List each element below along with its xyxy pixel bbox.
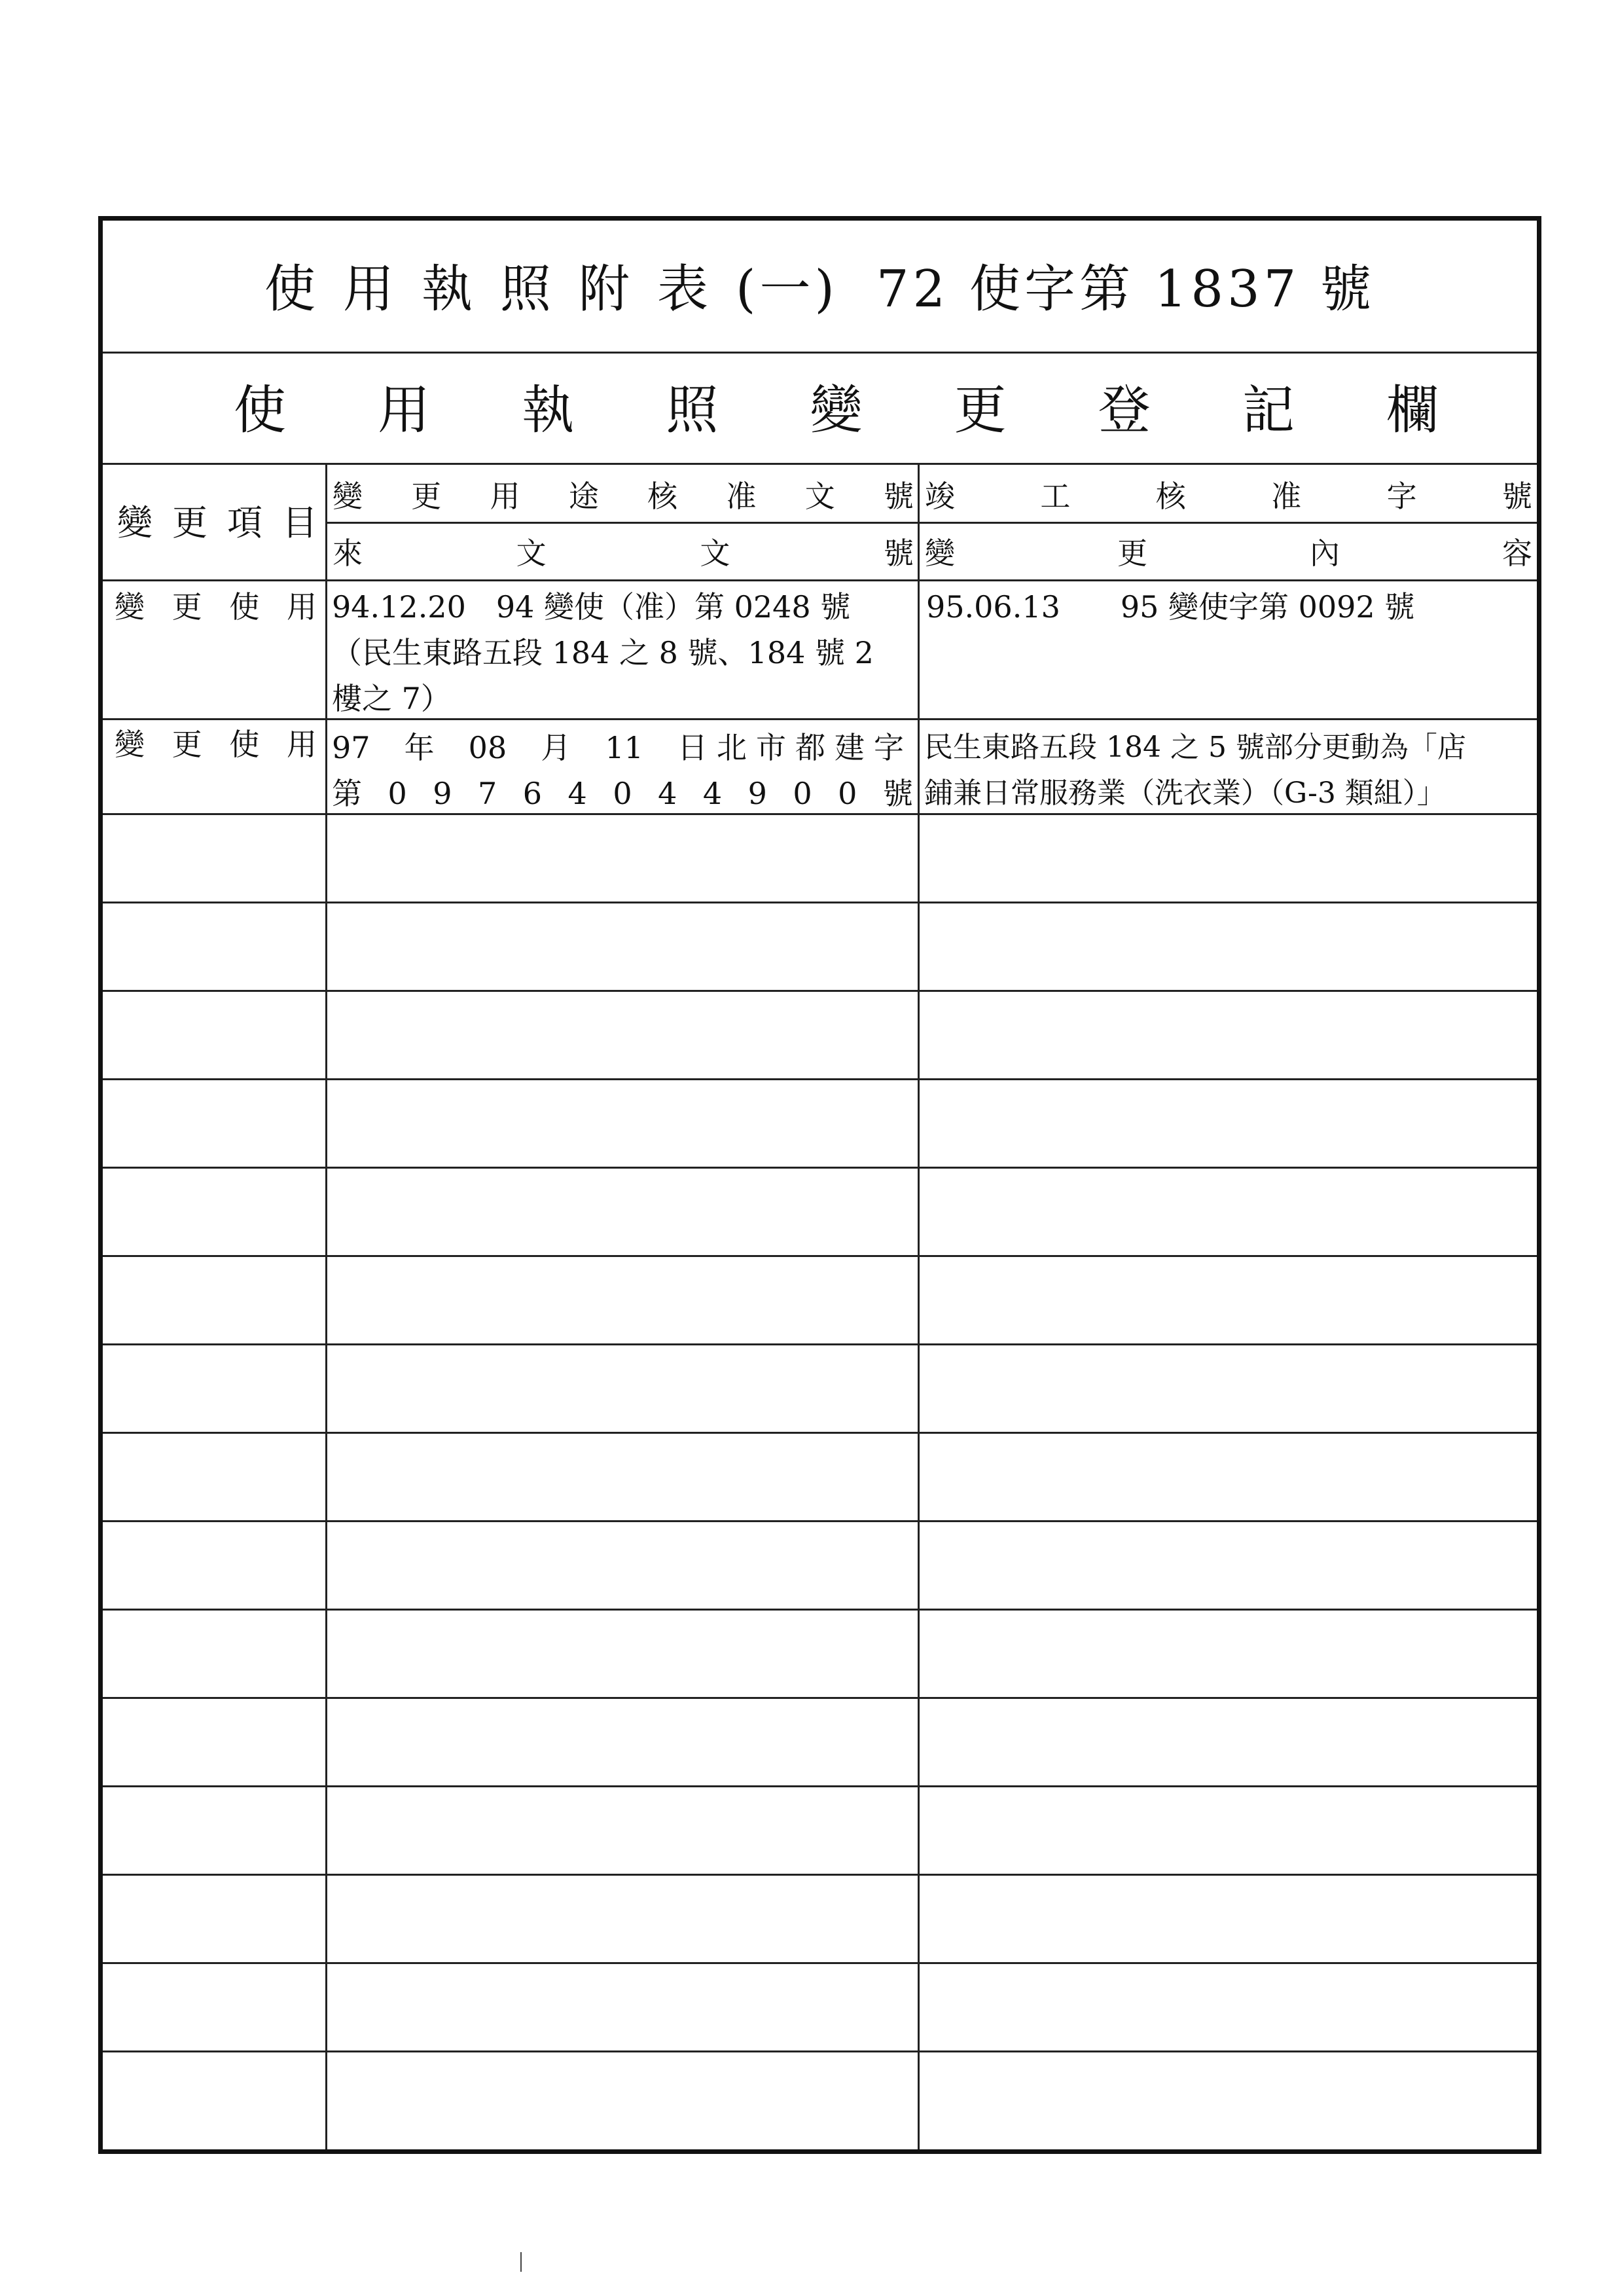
empty-row-line bbox=[103, 1785, 1537, 1787]
header-char: 竣 bbox=[925, 478, 955, 514]
empty-row-line bbox=[103, 1255, 1537, 1257]
section-title-char: 執 bbox=[522, 380, 575, 441]
empty-row-line bbox=[103, 1962, 1537, 1964]
empty-row-line bbox=[103, 990, 1537, 992]
doc-token: 6 bbox=[522, 776, 543, 811]
empty-row-line bbox=[103, 1343, 1537, 1345]
section-title-char: 登 bbox=[1098, 380, 1151, 441]
empty-row-line bbox=[103, 1697, 1537, 1699]
header-char: 核 bbox=[647, 478, 678, 514]
empty-row-line bbox=[103, 1078, 1537, 1080]
doc-token: 號 bbox=[882, 776, 913, 811]
empty-row-line bbox=[103, 2050, 1537, 2052]
header-char: 容 bbox=[1502, 535, 1532, 571]
empty-row-line bbox=[103, 1609, 1537, 1611]
doc-token: 9 bbox=[747, 776, 767, 811]
header-char: 內 bbox=[1310, 535, 1340, 571]
header-char: 更 bbox=[1117, 535, 1147, 571]
header-char: 號 bbox=[1501, 478, 1532, 514]
doc-token: 第 bbox=[332, 776, 362, 811]
column-divider bbox=[325, 463, 327, 2149]
doc-token: 9 bbox=[433, 776, 452, 811]
divider bbox=[103, 718, 1537, 720]
title-char: 照 bbox=[499, 259, 555, 319]
header-char: 核 bbox=[1155, 478, 1186, 514]
item-char: 使 bbox=[229, 727, 260, 762]
doc-token: 日北市都建字 bbox=[677, 730, 913, 765]
content-line: 民生東路五段 184 之 5 號部分更動為「店 bbox=[924, 731, 1466, 764]
doc-token: 7 bbox=[478, 776, 497, 811]
header-char: 更 bbox=[411, 478, 442, 514]
doc-line: （民生東路五段 184 之 8 號、184 號 2 bbox=[332, 635, 874, 670]
scan-mark bbox=[520, 2252, 522, 2272]
item-char: 用 bbox=[286, 727, 317, 762]
doc-token: 4 bbox=[658, 776, 677, 811]
header-char: 准 bbox=[1271, 478, 1302, 514]
header-char: 文 bbox=[804, 478, 835, 514]
header-char: 來 bbox=[333, 535, 363, 571]
header-completion-no bbox=[921, 466, 1536, 522]
row1-doc-no bbox=[332, 584, 914, 721]
doc-token: 0 bbox=[838, 776, 857, 811]
title-char: 執 bbox=[421, 259, 476, 319]
section-title-char: 欄 bbox=[1386, 380, 1439, 441]
header-char: 字 bbox=[1386, 478, 1417, 514]
row2-item bbox=[109, 721, 322, 767]
section-title bbox=[103, 352, 1537, 460]
title-char: 用 bbox=[342, 259, 398, 319]
form-title bbox=[103, 221, 1537, 348]
column-divider bbox=[918, 463, 920, 2149]
header-char: 文 bbox=[700, 535, 730, 571]
header-char: 變 bbox=[333, 478, 363, 514]
permit-number: 72 使字第 1837 號 bbox=[876, 259, 1376, 319]
title-char: 使 bbox=[264, 259, 319, 319]
doc-token: 08 bbox=[468, 730, 507, 765]
divider bbox=[103, 579, 1537, 581]
row1-item bbox=[109, 584, 322, 630]
header-approval-doc-no bbox=[329, 466, 918, 522]
header-change-content bbox=[921, 523, 1536, 579]
content-line: 95.06.13 95 變使字第 0092 號 bbox=[926, 589, 1415, 625]
doc-token: 11 bbox=[605, 730, 643, 765]
header-char: 更 bbox=[172, 502, 207, 543]
item-char: 用 bbox=[286, 589, 317, 625]
empty-row-line bbox=[103, 1432, 1537, 1434]
header-char: 目 bbox=[282, 502, 317, 543]
doc-token: 月 bbox=[541, 730, 571, 765]
header-char: 用 bbox=[490, 478, 520, 514]
title-char: 表 bbox=[657, 259, 713, 319]
item-char: 變 bbox=[115, 727, 145, 762]
header-char: 變 bbox=[117, 502, 153, 543]
header-char: 號 bbox=[883, 535, 914, 571]
item-char: 使 bbox=[229, 589, 260, 625]
row2-doc-no bbox=[332, 725, 913, 816]
section-title-char: 變 bbox=[810, 380, 863, 441]
doc-token: 0 bbox=[613, 776, 632, 811]
section-title-char: 照 bbox=[666, 380, 719, 441]
header-char: 變 bbox=[925, 535, 955, 571]
doc-token: 4 bbox=[702, 776, 723, 811]
empty-row-line bbox=[103, 902, 1537, 903]
item-char: 更 bbox=[171, 727, 202, 762]
section-title-char: 更 bbox=[954, 380, 1007, 441]
header-change-item bbox=[109, 463, 325, 577]
empty-row-line bbox=[103, 1520, 1537, 1522]
header-incoming-doc-no bbox=[329, 523, 918, 579]
row1-content bbox=[926, 584, 1535, 630]
doc-token: 4 bbox=[567, 776, 587, 811]
section-title-char: 記 bbox=[1242, 380, 1295, 441]
item-char: 變 bbox=[115, 589, 145, 625]
doc-line bbox=[332, 771, 913, 816]
section-title-char: 使 bbox=[234, 380, 286, 441]
header-char: 工 bbox=[1040, 478, 1071, 514]
header-char: 號 bbox=[883, 478, 914, 514]
doc-line: 樓之 7） bbox=[332, 681, 451, 716]
doc-token: 0 bbox=[793, 776, 812, 811]
header-char: 文 bbox=[516, 535, 547, 571]
title-part: (一) bbox=[736, 259, 838, 319]
doc-token: 年 bbox=[404, 730, 435, 765]
empty-row-line bbox=[103, 1874, 1537, 1876]
doc-line bbox=[332, 725, 913, 771]
divider bbox=[103, 813, 1537, 815]
empty-row-line bbox=[103, 1167, 1537, 1169]
section-title-char: 用 bbox=[378, 380, 431, 441]
header-char: 項 bbox=[227, 502, 262, 543]
doc-token: 0 bbox=[387, 776, 407, 811]
doc-line: 94.12.20 94 變使（准）第 0248 號 bbox=[332, 589, 851, 625]
row2-content bbox=[924, 725, 1536, 816]
header-char: 途 bbox=[568, 478, 599, 514]
item-char: 更 bbox=[171, 589, 202, 625]
doc-token: 97 bbox=[332, 730, 370, 765]
usage-permit-form bbox=[98, 216, 1541, 2154]
title-char: 附 bbox=[579, 259, 634, 319]
content-line: 鋪兼日常服務業（洗衣業）（G-3 類組）」 bbox=[924, 776, 1446, 810]
header-char: 准 bbox=[726, 478, 757, 514]
